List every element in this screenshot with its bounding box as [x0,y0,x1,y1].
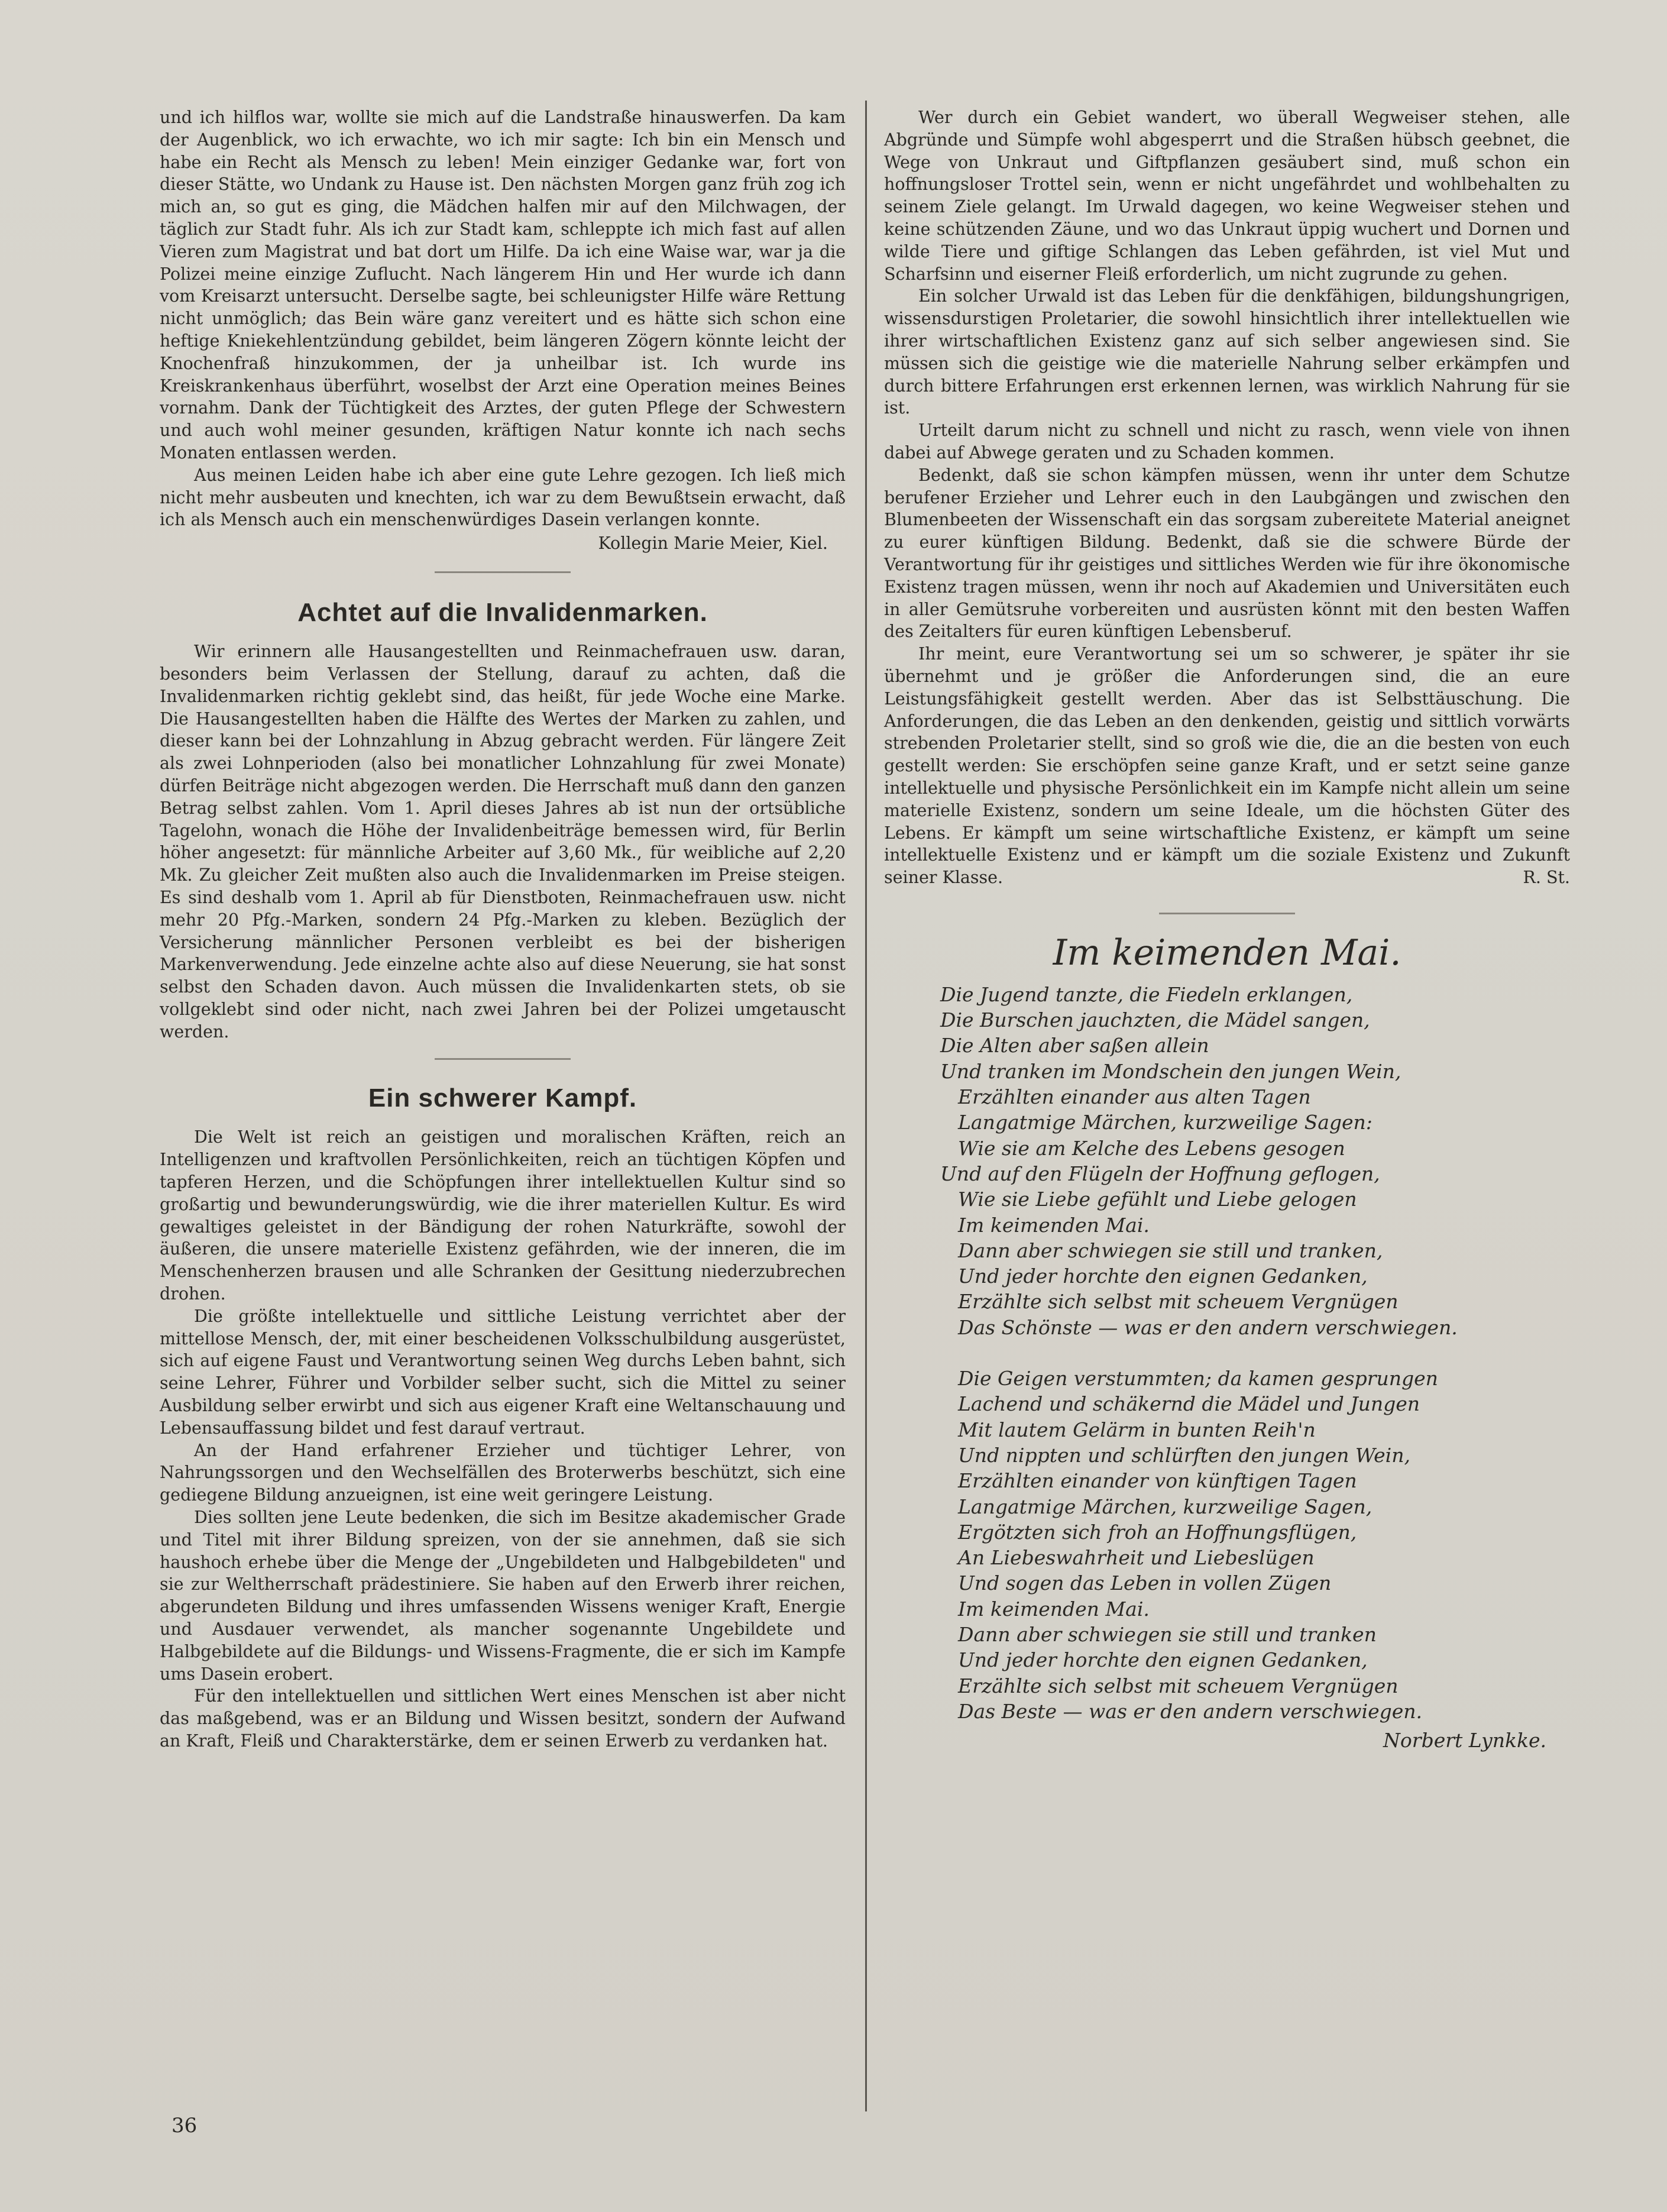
poem-line: Erzählten einander aus alten Tagen [958,1085,1311,1109]
article-paragraph: Dies sollten jene Leute bedenken, die sich im Besitze akademischer Grade und Titel mit ihrer Bildung spreizen, von der sie annehmen, daß sie sich haushoch erhebe über die Menge der „Ungebildeten und Halbgebildeten" und sie zur Weltherrschaft prädestiniere. Sie haben auf den Erwerb ihrer reichen, abgerundeten Bildung und ihres umfassenden Wissens weniger Kraft, Energie und Ausdauer verwendet, als mancher sogenannte Ungebildete und Halbgebildete auf die Bildungs- und Wissens-Fragmente, die er sich im Kampfe ums Dasein erobert. [160,1508,846,1684]
poem-line: Und auf den Flügeln der Hoffnung geflogen, [940,1162,1380,1185]
section-divider [1159,913,1295,914]
poem-title: Im keimenden Mai. [1053,932,1401,974]
poem-line: Wie sie Liebe gefühlt und Liebe gelogen [958,1188,1357,1211]
left-column [160,106,846,1752]
poem-body [940,982,1570,1724]
poem-line: Ergötzten sich froh an Hoffnungsflügen, [958,1520,1357,1544]
right-column [884,106,1570,1752]
poem-author: Norbert Lynkke. [1383,1729,1546,1752]
article-paragraph: Bedenkt, daß sie schon kämpfen müssen, wenn ihr unter dem Schutze berufener Erzieher und Lehrer euch in den Laubgängen und zwischen den Blumenbeeten der Wissenschaft ein das sorgsam zubereitete Material aneignet zu eurer künftigen Bildung. Bedenkt, daß sie die schwere Bürde der Verantwortung für ihr geistiges und sittliches Werden wie für ihre ökonomische Existenz tragen müssen, wenn ihr noch auf Akademien und Universitäten euch in aller Gemütsruhe vorbereiten und ausrüsten könnt mit den besten Waffen des Zeitalters für euren künftigen Lebensberuf. [884,465,1570,642]
poem-line: Lachend und schäkernd die Mädel und Jungen [958,1392,1420,1416]
poem-line: Und jeder horchte den eignen Gedanken, [958,1648,1368,1672]
poem-line: Im keimenden Mai. [958,1213,1150,1237]
poem-line: Die Alten aber saßen allein [940,1034,1209,1058]
story-signature: Kollegin Marie Meier, Kiel. [598,533,828,554]
poem-line: Das Beste — was er den andern verschwiegen. [958,1699,1423,1723]
article-paragraph: An der Hand erfahrener Erzieher und tüchtiger Lehrer, von Nahrungssorgen und den Wechselfällen des Broterwerbs beschützt, sich eine gediegene Bildung anzueignen, ist eine weit geringere Leistung. [160,1440,846,1505]
poem-line: Mit lautem Gelärm in bunten Reih'n [958,1418,1316,1441]
poem-line: Und sogen das Leben in vollen Zügen [958,1571,1332,1595]
article-paragraph: Ihr meint, eure Verantwortung sei um so schwerer, je später ihr sie übernehmt und je größer die Anforderungen sind, die an eure Leistungsfähigkeit gestellt werden. Aber das ist Selbsttäuschung. Die Anforderungen, die das Leben an den denkenden, geistig und sittlich vorwärts strebenden Proletarier stellt, sind so groß wie die, die an die besten von euch gestellt werden: Sie erschöpfen seine ganze Kraft, und er setzt seine ganze intellektuelle und physische Persönlichkeit ein im Kampfe nicht allein um seine materielle Existenz, sondern um seine Ideale, um die höchsten Güter des Lebens. Er kämpft um seine wirtschaftliche Existenz, er kämpft um seine intellektuelle Existenz und er kämpft um die soziale Existenz und Zukunft seiner Klasse. [884,644,1570,888]
story-paragraph: und ich hilflos war, wollte sie mich auf die Landstraße hinauswerfen. Da kam der Augenblick, wo ich erwachte, wo ich mir sagte: Ich bin ein Mensch und habe ein Recht als Mensch zu leben! Mein einziger Gedanke war, fort von dieser Stätte, wo Undank zu Hause ist. Den nächsten Morgen ganz früh zog ich mich an, so gut es ging, die Mädchen halfen mir auf den Milchwagen, der täglich zur Stadt fuhr. Als ich zur Stadt kam, schleppte ich mich fast auf allen Vieren zum Magistrat und bat dort um Hilfe. Da ich eine Waise war, war ja die Polizei meine einzige Zuflucht. Nach längerem Hin und Her wurde ich dann vom Kreisarzt untersucht. Derselbe sagte, bei schleunigster Hilfe wäre Rettung nicht unmöglich; das Bein wäre ganz vereitert und es hätte sich schon eine heftige Kniekehlentzündung gebildet, beim längeren Zögern könnte leicht der Knochenfraß hinzukommen, der ja unheilbar ist. Ich wurde ins Kreiskrankenhaus überführt, woselbst der Arzt eine Operation meines Beines vornahm. Dank der Tüchtigkeit des Arztes, der guten Pflege der Schwestern und auch wohl meiner gesunden, kräftigen Natur konnte ich nach sechs Monaten entlassen werden. [160,108,846,463]
poem-line: An Liebeswahrheit und Liebeslügen [958,1546,1315,1570]
story-paragraph: Aus meinen Leiden habe ich aber eine gute Lehre gezogen. Ich ließ mich nicht mehr ausbeuten und knechten, ich war zu dem Bewußtsein erwacht, daß ich als Mensch auch ein menschenwürdiges Dasein verlangen konnte. [160,465,846,530]
poem-line: Und nippten und schlürften den jungen Wein, [958,1443,1410,1467]
poem-line: Und jeder horchte den eignen Gedanken, [958,1265,1368,1288]
column-divider [865,101,867,2111]
poem-line: Erzählte sich selbst mit scheuem Vergnügen [958,1674,1399,1697]
section-divider [435,1058,571,1060]
article-paragraph: Urteilt darum nicht zu schnell und nicht zu rasch, wenn viele von ihnen dabei auf Abwege geraten und zu Schaden kommen. [884,421,1570,463]
article-paragraph: Die Welt ist reich an geistigen und moralischen Kräften, reich an Intelligenzen und kraftvollen Persönlichkeiten, reich an tüchtigen Köpfen und tapferen Herzen, und die Schöpfungen ihrer intellektuellen Kultur sind so großartig und bewunderungswürdig, wie die ihrer materiellen Kultur. Es wird gewaltiges geleistet in der Bändigung der rohen Naturkräfte, sowohl der äußeren, die unsere materielle Existenz gefährden, wie der inneren, die im Menschenherzen brausen und alle Schranken der Gesittung niederzubrechen drohen. [160,1127,846,1304]
section-divider [435,571,571,573]
poem-line: Erzählten einander von künftigen Tagen [958,1469,1357,1493]
poem-line: Langatmige Märchen, kurzweilige Sagen, [958,1495,1373,1518]
poem-line: Wie sie am Kelche des Lebens gesogen [958,1136,1345,1160]
poem-line: Das Schönste — was er den andern verschwiegen. [958,1315,1458,1339]
article-paragraph: Wer durch ein Gebiet wandert, wo überall Wegweiser stehen, alle Abgründe und Sümpfe wohl abgesperrt und die Straßen hübsch geebnet, die Wege von Unkraut und Giftpflanzen gesäubert sind, muß schon ein hoffnungsloser Trottel sein, wenn er nicht ungefährdet und wohlbehalten zu seinem Ziele gelangt. Im Urwald dagegen, wo keine Wegweiser stehen und keine schützenden Zäune, und wo das Unkraut üppig wuchert und Dornen und wilde Tiere und giftige Schlangen das Leben gefährden, ist viel Mut und Scharfsinn und eiserner Fleiß erforderlich, um nicht zugrunde zu gehen. [884,108,1570,284]
article-paragraph: Die größte intellektuelle und sittliche Leistung verrichtet aber der mittellose Mensch, der, mit einer bescheidenen Volksschulbildung ausgerüstet, sich auf eigene Faust und Verantwortung seinen Weg durchs Leben bahnt, sich seine Lehrer, Führer und Vorbilder selber sucht, sich die Mittel zu seiner Ausbildung selber erwirbt und sich aus eigener Kraft eine Weltanschauung und Lebensauffassung bildet und fest darauf vertraut. [160,1306,846,1438]
article-body-invalidenmarken: Wir erinnern alle Hausangestellten und Reinmachefrauen usw. daran, besonders beim Verlassen der Stellung, darauf zu achten, daß die Invalidenmarken richtig geklebt sind, das heißt, für jede Woche eine Marke. Die Hausangestellten haben die Hälfte des Wertes der Marken zu zahlen, und dieser kann bei der Lohnzahlung in Abzug gebracht werden. Für längere Zeit als zwei Lohnperioden (also bei monatlicher Lohnzahlung für zwei Monate) dürfen Beiträge nicht abgezogen werden. Die Herrschaft muß dann den ganzen Betrag selbst zahlen. Vom 1. April dieses Jahres ab ist nun der ortsübliche Tagelohn, wonach die Höhe der Invalidenbeiträge bemessen wird, für Berlin höher angesetzt: für männliche Arbeiter auf 3,60 Mk., für weibliche auf 2,20 Mk. Zu gleicher Zeit mußten also auch die Invalidenmarken im Preise steigen. Es sind deshalb vom 1. April ab für Dienstboten, Reinmachefrauen usw. nicht mehr 20 Pfg.-Marken, sondern 24 Pfg.-Marken zu kleben. Bezüglich der Versicherung männlicher Personen verbleibt es bei der bisherigen Markenverwendung. Jede einzelne achte also auf diese Neuerung, sie hat sonst selbst den Schaden davon. Auch müssen die Invalidenkarten stets, ob sie vollgeklebt sind oder nicht, nach zwei Jahren bei der Polizei umgetauscht werden. [160,642,846,1042]
poem-line: Dann aber schwiegen sie still und tranken [958,1623,1377,1647]
poem-line: Erzählte sich selbst mit scheuem Vergnügen [958,1290,1399,1314]
poem-line: Dann aber schwiegen sie still und tranken, [958,1238,1383,1262]
article-title-schwerer-kampf: Ein schwerer Kampf. [368,1084,637,1113]
poem-line: Im keimenden Mai. [958,1597,1150,1621]
poem-line: Und tranken im Mondschein den jungen Wein, [940,1059,1401,1083]
article-title-invalidenmarken: Achtet auf die Invalidenmarken. [297,598,708,628]
article-signature: R. St. [1523,867,1570,887]
poem-line: Die Geigen verstummten; da kamen gesprungen [958,1367,1438,1390]
poem-stanza-break [940,1340,1570,1366]
poem-line: Die Burschen jauchzten, die Mädel sangen, [940,1008,1370,1032]
poem-line: Die Jugend tanzte, die Fiedeln erklangen, [940,982,1353,1006]
article-paragraph: Ein solcher Urwald ist das Leben für die denkfähigen, bildungshungrigen, wissensdurstigen Proletarier, die sowohl hinsichtlich ihrer intellektuellen wie ihrer wirtschaftlichen Existenz ganz auf sich selber angewiesen sind. Sie müssen sich die geistige wie die materielle Nahrung selber erkämpfen und durch bittere Erfahrungen erst erkennen lernen, was wirklich Nahrung für sie ist. [884,286,1570,418]
article-paragraph: Für den intellektuellen und sittlichen Wert eines Menschen ist aber nicht das maßgebend, was er an Bildung und Wissen besitzt, sondern der Aufwand an Kraft, Fleiß und Charakterstärke, dem er seinen Erwerb zu verdanken hat. [160,1686,846,1751]
poem-line: Langatmige Märchen, kurzweilige Sagen: [958,1111,1373,1134]
page-number: 36 [171,2114,198,2137]
